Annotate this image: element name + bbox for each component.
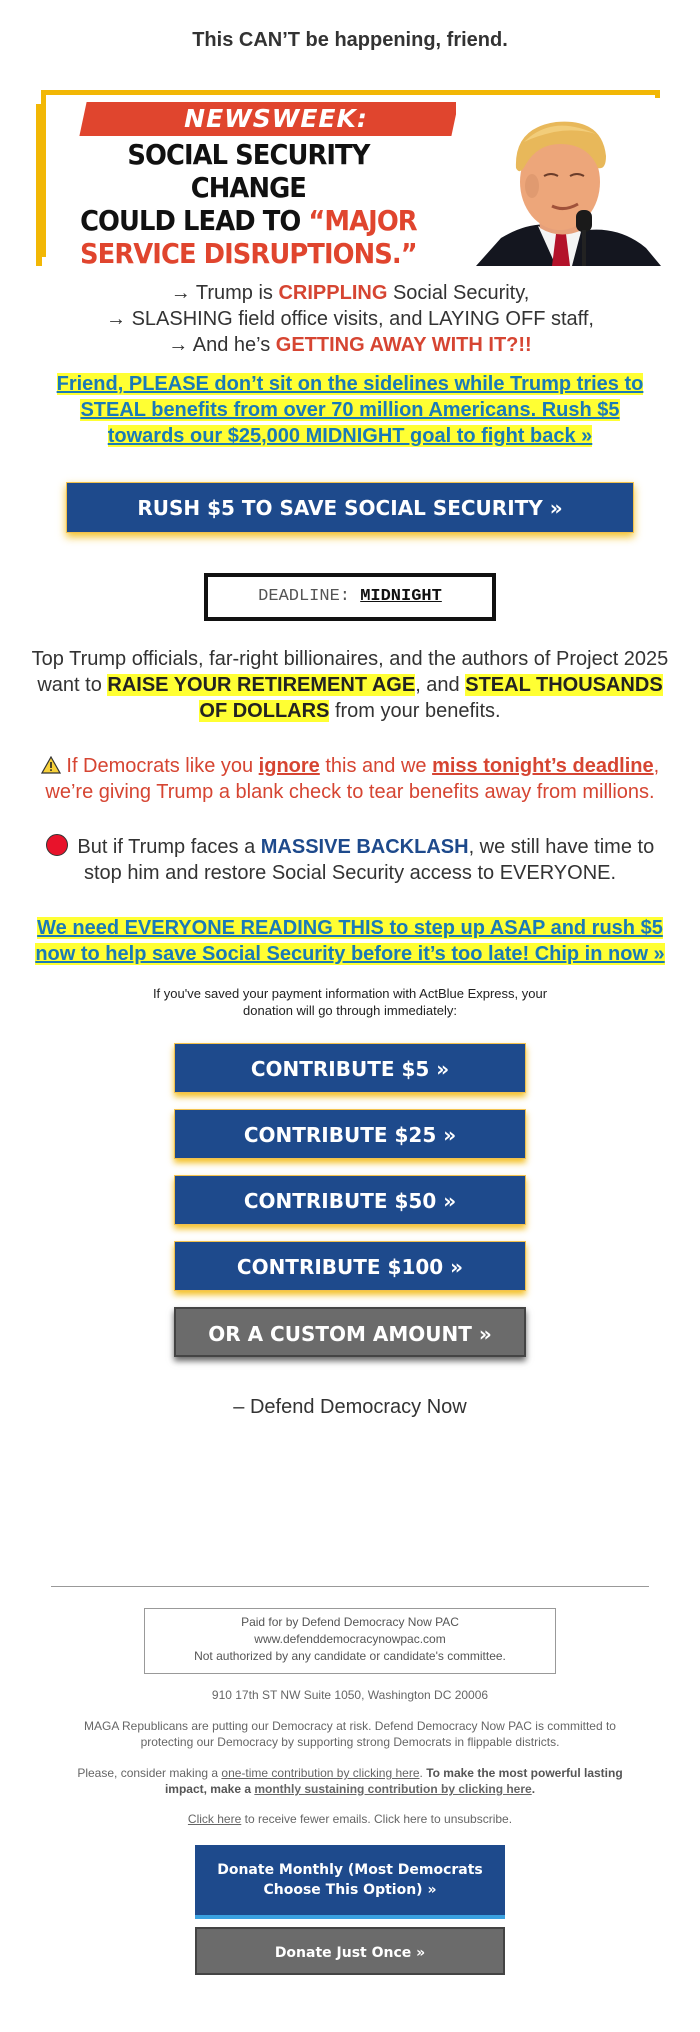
deadline-value: MIDNIGHT bbox=[360, 587, 442, 606]
retirement-text-a: Top Trump officials, far-right billionaires, and the authors of Project 2025 want to bbox=[31, 648, 669, 696]
greeting-heading: This CAN’T be happening, friend. bbox=[192, 29, 508, 51]
rush-5-button[interactable]: RUSH $5 TO SAVE SOCIAL SECURITY » bbox=[66, 482, 634, 533]
red-circle-icon bbox=[46, 834, 68, 856]
banner-kicker: NEWSWEEK: bbox=[184, 104, 368, 133]
actblue-express-note: If you've saved your payment information with ActBlue Express, your donation will go through immediately: bbox=[152, 986, 548, 1018]
fewer-emails-link[interactable]: Click here bbox=[187, 1812, 242, 1826]
steal-thousands-highlight: STEAL THOUSANDS OF DOLLARS bbox=[199, 674, 663, 722]
intro-crippling: CRIPPLING bbox=[278, 282, 388, 304]
backlash-text-c: , we still have time to stop him and restore Social Security access to EVERYONE. bbox=[83, 836, 655, 884]
headline-line-2b: “MAJOR bbox=[308, 204, 417, 237]
retirement-text-e: from your benefits. bbox=[329, 700, 501, 722]
footer-consider bbox=[60, 1765, 640, 1797]
contribute-5-button[interactable]: CONTRIBUTE $5 » bbox=[174, 1043, 526, 1093]
warning-paragraph bbox=[40, 753, 660, 805]
intro-block bbox=[0, 280, 700, 358]
warning-icon bbox=[41, 756, 61, 774]
footer-address: 910 17th ST NW Suite 1050, Washington DC 20006 bbox=[211, 1688, 489, 1702]
retirement-text-c: , and bbox=[415, 674, 466, 696]
intro-line-1 bbox=[0, 280, 700, 306]
headline-line-2a: COULD LEAD TO bbox=[80, 204, 309, 237]
backlash-paragraph bbox=[30, 834, 670, 886]
intro-line-2: → SLASHING field office visits, and LAYING OFF staff, bbox=[106, 308, 594, 330]
contribute-25-button[interactable]: CONTRIBUTE $25 » bbox=[174, 1109, 526, 1159]
custom-amount-button[interactable]: OR A CUSTOM AMOUNT » bbox=[174, 1307, 526, 1357]
warning-deadline: miss tonight’s deadline bbox=[432, 755, 654, 777]
consider-text-c: . bbox=[531, 1782, 536, 1796]
warning-text-e: , we’re giving Trump a blank check to tear benefits away from millions. bbox=[45, 755, 660, 803]
fewer-emails-text: to receive fewer emails. Click here to unsubscribe. bbox=[241, 1812, 513, 1826]
paid-for-line: Paid for by Defend Democracy Now PAC bbox=[241, 1615, 459, 1629]
deadline-box bbox=[204, 573, 496, 621]
intro-line-3a: → And he’s bbox=[168, 334, 276, 356]
headline-line-1: SOCIAL SECURITY CHANGE bbox=[127, 138, 370, 204]
banner-frame-left bbox=[36, 104, 42, 266]
warning-ignore: ignore bbox=[258, 755, 320, 777]
intro-getting-away: GETTING AWAY WITH IT?!! bbox=[275, 334, 532, 356]
cta-link-1-wrap bbox=[44, 371, 656, 449]
paid-for-website: www.defenddemocracynowpac.com bbox=[254, 1632, 446, 1646]
warning-text-a: If Democrats like you bbox=[60, 755, 259, 777]
monthly-contribution-link[interactable]: monthly sustaining contribution by clicking here bbox=[254, 1782, 532, 1796]
footer-divider bbox=[51, 1586, 649, 1587]
consider-bold: To make the most powerful lasting impact, make a bbox=[164, 1766, 623, 1796]
banner-headline bbox=[69, 138, 428, 270]
massive-backlash: MASSIVE BACKLASH bbox=[260, 836, 469, 858]
contribution-buttons bbox=[0, 1043, 700, 1357]
intro-line-1a: → Trump is bbox=[170, 282, 279, 304]
consider-text-b: . bbox=[419, 1766, 427, 1780]
paid-for-disclaimer: Not authorized by any candidate or candidate's committee. bbox=[194, 1649, 506, 1663]
donate-monthly-line-2: Choose This Option) » bbox=[263, 1882, 437, 1898]
newsweek-banner[interactable] bbox=[36, 90, 664, 270]
signoff: – Defend Democracy Now bbox=[233, 1396, 467, 1418]
deadline-label: DEADLINE: bbox=[258, 587, 361, 606]
retirement-paragraph bbox=[30, 646, 670, 724]
donate-monthly-button[interactable] bbox=[195, 1845, 505, 1919]
trump-photo bbox=[456, 98, 664, 266]
donate-monthly-line-1: Donate Monthly (Most Democrats bbox=[217, 1862, 483, 1878]
donate-once-button[interactable]: Donate Just Once » bbox=[195, 1927, 505, 1975]
trump-photo-art bbox=[456, 98, 664, 266]
raise-retirement-age-highlight: RAISE YOUR RETIREMENT AGE bbox=[107, 674, 416, 696]
intro-line-3 bbox=[0, 332, 700, 358]
one-time-contribution-link[interactable]: one-time contribution by clicking here bbox=[221, 1766, 420, 1780]
intro-line-1c: Social Security, bbox=[387, 282, 530, 304]
contribute-50-button[interactable]: CONTRIBUTE $50 » bbox=[174, 1175, 526, 1225]
cta-link-2-wrap bbox=[34, 915, 666, 967]
contribute-100-button[interactable]: CONTRIBUTE $100 » bbox=[174, 1241, 526, 1291]
cta-link-2[interactable]: We need EVERYONE READING THIS to step up ASAP and rush $5 now to help save Social Security before it’s too late! Chip in now » bbox=[35, 917, 665, 965]
consider-text-a: Please, consider making a bbox=[77, 1766, 222, 1780]
footer-mission: MAGA Republicans are putting our Democracy at risk. Defend Democracy Now PAC is committed to protecting our Democracy by supporting strong Democrats in flippable districts. bbox=[84, 1719, 616, 1749]
warning-text-c: this and we bbox=[319, 755, 433, 777]
footer-fewer-emails bbox=[0, 1811, 700, 1827]
headline-line-3: SERVICE DISRUPTIONS.” bbox=[80, 237, 417, 270]
backlash-text-a: But if Trump faces a bbox=[71, 836, 261, 858]
paid-for-box bbox=[144, 1608, 556, 1674]
cta-link-1[interactable]: Friend, PLEASE don’t sit on the sidelines while Trump tries to STEAL benefits from over 70 million Americans. Rush $5 towards our $25,000 MIDNIGHT goal to fight back » bbox=[56, 373, 644, 447]
